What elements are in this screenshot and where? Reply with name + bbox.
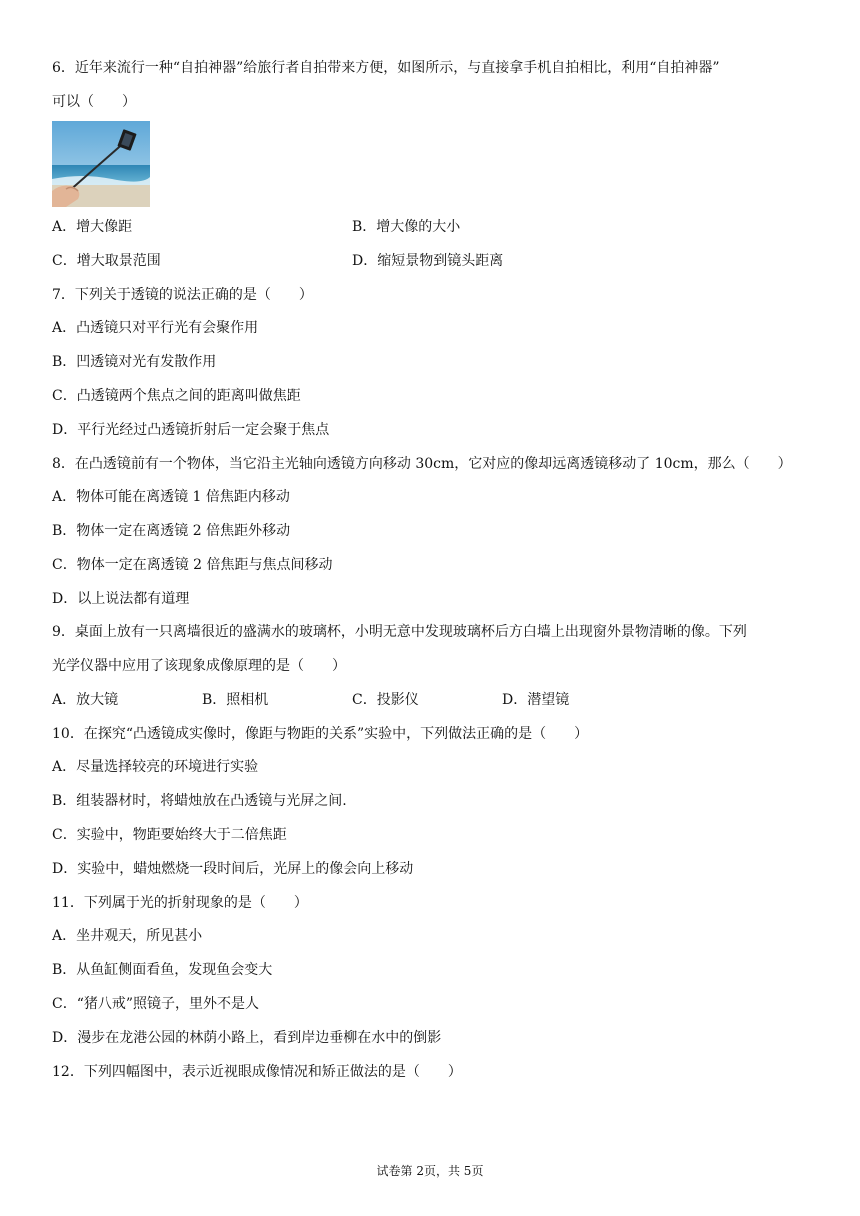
selfie-stick-photo (52, 121, 150, 207)
q6-stem-line1: 6．近年来流行一种“自拍神器”给旅行者自拍带来方便，如图所示，与直接拿手机自拍相比，利用“自拍神器” (52, 60, 720, 76)
q6-option-d: D．缩短景物到镜头距离 (352, 253, 504, 269)
q10-option-b: B．组装器材时，将蜡烛放在凸透镜与光屏之间. (52, 793, 347, 809)
q10-option-d: D．实验中，蜡烛燃烧一段时间后，光屏上的像会向上移动 (52, 861, 414, 877)
q6-stem-line2: 可以（ ） (52, 94, 136, 110)
q6-option-c: C．增大取景范围 (52, 253, 161, 269)
q10-stem: 10．在探究“凸透镜成实像时，像距与物距的关系”实验中，下列做法正确的是（ ） (52, 726, 589, 742)
q11-option-d: D．漫步在龙港公园的林荫小路上，看到岸边垂柳在水中的倒影 (52, 1030, 442, 1046)
q11-option-a: A．坐井观天，所见甚小 (52, 928, 203, 944)
q9-option-c: C．投影仪 (352, 692, 419, 708)
q7-option-a: A．凸透镜只对平行光有会聚作用 (52, 320, 259, 336)
q10-option-c: C．实验中，物距要始终大于二倍焦距 (52, 827, 287, 843)
q8-option-d: D．以上说法都有道理 (52, 591, 190, 607)
q10-option-a: A．尽量选择较亮的环境进行实验 (52, 759, 259, 775)
q11-stem: 11．下列属于光的折射现象的是（ ） (52, 895, 308, 911)
q7-option-d: D．平行光经过凸透镜折射后一定会聚于焦点 (52, 422, 330, 438)
q9-option-d: D．潜望镜 (502, 692, 570, 708)
q8-option-a: A．物体可能在离透镜 1 倍焦距内移动 (52, 489, 290, 505)
q6-option-a: A．增大像距 (52, 219, 133, 235)
q9-stem-line2: 光学仪器中应用了该现象成像原理的是（ ） (52, 658, 346, 674)
q9-stem-line1: 9．桌面上放有一只离墙很近的盛满水的玻璃杯，小明无意中发现玻璃杯后方白墙上出现窗外景物清晰的像。下列 (52, 624, 747, 640)
q9-option-a: A．放大镜 (52, 692, 119, 708)
q7-stem: 7．下列关于透镜的说法正确的是（ ） (52, 287, 313, 303)
q7-option-c: C．凸透镜两个焦点之间的距离叫做焦距 (52, 388, 301, 404)
q6-option-b: B．增大像的大小 (352, 219, 461, 235)
q8-option-b: B．物体一定在离透镜 2 倍焦距外移动 (52, 523, 291, 539)
selfie-stick-icon (52, 121, 150, 207)
q8-option-c: C．物体一定在离透镜 2 倍焦距与焦点间移动 (52, 557, 333, 573)
q11-option-c: C．“猪八戒”照镜子，里外不是人 (52, 996, 260, 1012)
q7-option-b: B．凹透镜对光有发散作用 (52, 354, 217, 370)
q9-option-b: B．照相机 (202, 692, 269, 708)
q11-option-b: B．从鱼缸侧面看鱼，发现鱼会变大 (52, 962, 273, 978)
q8-stem: 8．在凸透镜前有一个物体，当它沿主光轴向透镜方向移动 30cm，它对应的像却远离透镜移动了 10cm，那么（ ） (52, 456, 792, 472)
q12-stem: 12．下列四幅图中，表示近视眼成像情况和矫正做法的是（ ） (52, 1064, 462, 1080)
page-footer: 试卷第 2页，共 5页 (376, 1164, 484, 1178)
